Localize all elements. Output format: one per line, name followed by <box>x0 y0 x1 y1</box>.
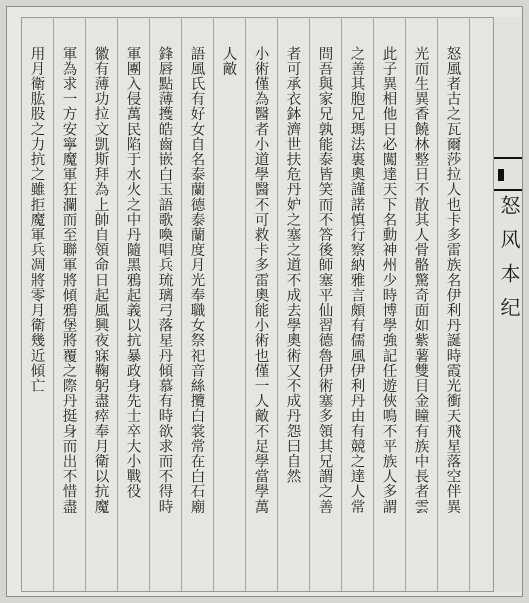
text-column: 語風氏有好女自名泰蘭德泰蘭度月光奉職女祭祀音絲攬白裳常在白石廟 <box>188 46 205 515</box>
text-column: 問吾與家兄孰能泰皆笑而不答後師塞平仙習德魯伊術塞多領其兄謂之善 <box>316 46 333 515</box>
text-column: 怒風者古之瓦爾莎拉人也卡多雷族名伊利丹誕時霞光衝天飛星落空伴異 <box>444 46 461 515</box>
text-column: 之善其胞兄瑪法裏奧謹諾慎行察納雅言頗有儒風伊利丹由有競之達人常 <box>348 46 365 515</box>
text-column: 光而生異香饒林整日不散其人骨骼驚奇面如紫薯雙目金瞳有族中長者雲 <box>412 46 429 515</box>
text-column: 軍團入侵萬民陷于水火之中丹隨黑鴉起義以抗暴政身先士卒大小戰役 <box>124 46 141 499</box>
text-column: 小術僅為醫者小道學醫不可救卡多雷奧能小術也僅一人敵不足學當學萬 <box>252 46 269 515</box>
text-column: 徽有薄功拉文凱斯拜為上帥自領命日起風興夜寐鞠躬盡瘁奉月衛以抗魔 <box>92 46 109 515</box>
document-page <box>6 6 523 597</box>
text-column: 此子異相他日必闖達天下名動神州少時博學強記任遊俠鳴不平族人多謂 <box>380 46 397 515</box>
fishtail-mark <box>494 157 523 191</box>
section-title: 怒风本纪 <box>497 195 521 331</box>
text-column: 鋒唇點薄擭皓齒嵌白玉語歌喚唱兵琉璃弓落星丹傾慕有時欲求而不得時 <box>156 46 173 515</box>
text-column: 用月衛肱股之力抗之雖拒魔軍兵凋將零月衛幾近傾亡 <box>28 46 45 394</box>
text-column: 軍為求一方安寧魔軍狂瀾而至聯軍將傾鴉堡將覆之際丹挺身而出不惜盡 <box>60 46 77 515</box>
text-column: 者可承衣鉢濟世扶危丹妒之塞之道不成去學奧術又不成丹怨曰自然 <box>284 46 301 484</box>
text-column: 人敵 <box>220 46 237 77</box>
text-frame <box>21 17 494 592</box>
